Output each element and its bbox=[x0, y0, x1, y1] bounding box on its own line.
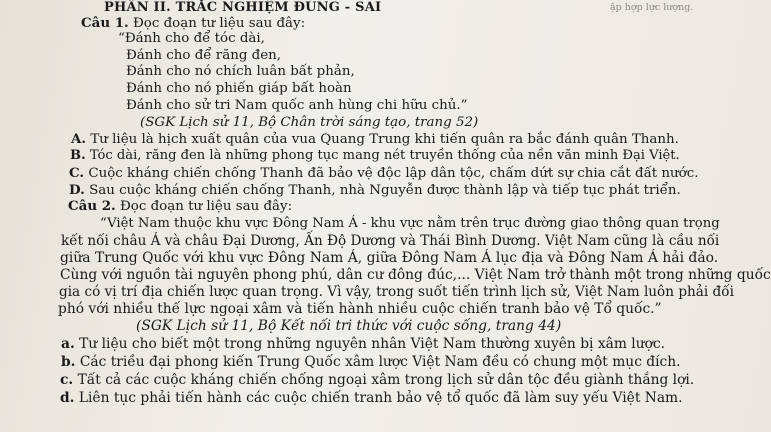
top-fragment-text: ập hợp lực lượng. bbox=[610, 2, 694, 13]
q2-option-c: c. Tất cả các cuộc kháng chiến chống ngoại xâm trong lịch sử dân tộc đều giành thắng lợi. bbox=[60, 372, 695, 388]
q1-source: (SGK Lịch sử 11, Bộ Chân trời sáng tạo, trang 52) bbox=[140, 115, 479, 130]
q1-poem-line-3: Đánh cho nó chích luân bất phản, bbox=[126, 64, 355, 79]
q1-poem-line-4: Đánh cho nó phiến giáp bất hoàn bbox=[126, 81, 352, 96]
q1-prompt-text: Đọc đoạn tư liệu sau đây: bbox=[132, 16, 306, 31]
q1-option-a: A. Tư liệu là hịch xuất quân của vua Quang Trung khi tiến quân ra bắc đánh quân Thanh. bbox=[71, 131, 679, 147]
q2-passage-line-1: “Việt Nam thuộc khu vực Đông Nam Á - khu vực nằm trên trục đường giao thông quan trọng bbox=[100, 216, 720, 231]
q2-passage-line-4: Cùng với nguồn tài nguyên phong phú, dân cư đông đúc,... Việt Nam trở thành một trong những quốc bbox=[60, 267, 771, 283]
q2-option-a: a. Tư liệu cho biết một trong những nguyên nhân Việt Nam thường xuyên bị xâm lược. bbox=[61, 336, 666, 352]
q2-option-b: b. Các triều đại phong kiến Trung Quốc xâm lược Việt Nam đều có chung một mục đích. bbox=[61, 354, 681, 370]
q1-poem-line-5: Đánh cho sử tri Nam quốc anh hùng chi hữu chủ.” bbox=[126, 98, 468, 113]
section-title: PHẦN II. TRẮC NGHIỆM ĐÚNG - SAI bbox=[104, 0, 382, 15]
q2-source: (SGK Lịch sử 11, Bộ Kết nối tri thức với cuộc sống, trang 44) bbox=[136, 318, 562, 334]
q2-passage-line-2: kết nối châu Á và châu Đại Dương, Ấn Độ Dương và Thái Bình Dương. Việt Nam cũng là cầu nối bbox=[61, 233, 720, 249]
q1-label: Câu 1. bbox=[81, 15, 129, 31]
q2-prompt bbox=[68, 198, 292, 215]
q2-label: Câu 2. bbox=[68, 198, 116, 214]
q1-prompt bbox=[81, 15, 305, 32]
q2-passage-line-3: giữa Trung Quốc với khu vực Đông Nam Á, giữa Đông Nam Á lục địa và Đông Nam Á hải đảo. bbox=[60, 250, 719, 266]
q2-passage-line-6: phó với nhiều thế lực ngoại xâm và tiến hành nhiều cuộc chiến tranh bảo vệ Tổ quốc.” bbox=[58, 301, 662, 317]
q1-poem-line-1: “Đánh cho để tóc dài, bbox=[118, 31, 265, 46]
q2-passage-line-5: gia có vị trí địa chiến lược quan trọng. Vì vậy, trong suốt tiến trình lịch sử, Việt Nam luôn phải đối bbox=[59, 284, 734, 300]
q1-option-b: B. Tóc dài, răng đen là những phong tục mang nét truyền thống của nền văn minh Đại Việt. bbox=[70, 148, 680, 163]
q1-poem-line-2: Đánh cho để răng đen, bbox=[126, 48, 282, 63]
q1-option-d: D. Sau cuộc kháng chiến chống Thanh, nhà Nguyễn được thành lập và tiếp tục phát triển. bbox=[69, 182, 681, 198]
q1-option-c: C. Cuộc kháng chiến chống Thanh đã bảo vệ độc lập dân tộc, chấm dứt sự chia cắt đất nước. bbox=[69, 165, 699, 181]
q2-option-d: d. Liên tục phải tiến hành các cuộc chiến tranh bảo vệ tổ quốc đã làm suy yếu Việt Nam. bbox=[60, 390, 683, 406]
q2-prompt-text: Đọc đoạn tư liệu sau đây: bbox=[119, 199, 293, 214]
